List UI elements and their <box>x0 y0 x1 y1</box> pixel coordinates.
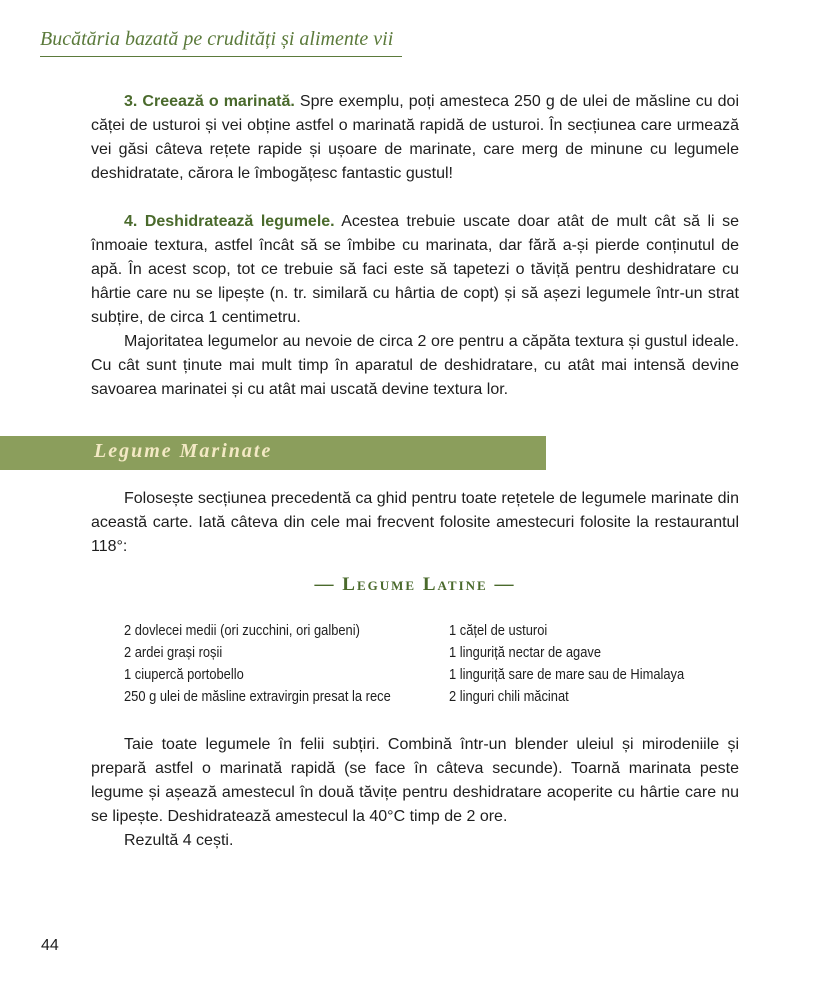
page-number: 44 <box>41 937 59 954</box>
ingredient-item: 1 ciupercă portobello <box>124 666 244 683</box>
section-banner <box>0 436 546 470</box>
recipe-title: — Legume Latine — <box>314 574 516 595</box>
ingredients-right-column <box>449 620 684 708</box>
recipe-yield <box>91 829 739 853</box>
ingredient-item: 1 linguriță nectar de agave <box>449 644 602 661</box>
section-title: Legume Marinate <box>94 440 273 462</box>
step-4-note-text: Majoritatea legumelor au nevoie de circa 2 ore pentru a căpăta textura și gustul ideale. Cu cât sunt ținute mai mult timp în aparatul de deshidratare, cu atât mai intensă devine savoarea marinatei și cu atât mai uscată devine textura lor. <box>91 333 739 398</box>
ingredient-item: 2 linguri chili măcinat <box>449 688 569 705</box>
ingredient-item: 1 linguriță sare de mare sau de Himalaya <box>449 666 685 683</box>
section-intro <box>91 487 739 559</box>
step-4-body: Acestea trebuie uscate doar atât de mult cât să li se înmoaie textura, astfel încât să se îmbibe cu marinata, dar fără a-și pierde conținutul de apă. În acest scop, tot ce trebuie să faci este să tapetezi o tăviță pentru deshidratare cu hârtie care nu se lipește (n. tr. similară cu hârtia de copt) și să așezi legumele într-un strat subțire, de circa 1 centimetru. <box>91 213 740 326</box>
step-4-paragraph <box>91 210 739 330</box>
ingredient-item: 1 cățel de usturoi <box>449 622 548 639</box>
header-rule <box>40 56 402 57</box>
step-3-title: 3. Creează o marinată. <box>124 93 295 110</box>
step-3-body: Spre exemplu, poți amesteca 250 g de ulei de măsline cu doi căței de usturoi și vei obține astfel o marinată rapidă de usturoi. În secțiunea care urmează vei găsi câteva rețete rapide și ușoare de marinate, care merg de minune cu legumele deshidratate, cărora le îmbogățesc fantastic gustul! <box>91 93 740 182</box>
recipe-yield-text: Rezultă 4 cești. <box>124 832 234 849</box>
step-3-paragraph <box>91 90 739 186</box>
ingredient-item: 250 g ulei de măsline extravirgin presat la rece <box>124 688 391 705</box>
step-4-title: 4. Deshidratează legumele. <box>124 213 335 230</box>
step-4-note <box>91 330 739 402</box>
ingredient-item: 2 ardei grași roșii <box>124 644 223 661</box>
running-header: Bucătăria bazată pe crudități și alimente vii <box>40 28 394 50</box>
ingredients-left-column <box>124 620 391 708</box>
section-intro-text: Folosește secțiunea precedentă ca ghid pentru toate rețetele de legumele marinate din această carte. Iată câteva din cele mai frecvent folosite amestecuri folosite la restaurantul 118°: <box>91 490 739 555</box>
recipe-instructions-text: Taie toate legumele în felii subțiri. Combină într-un blender uleiul și mirodeniile și prepară astfel o marinată rapidă (se face în câteva secunde). Toarnă marinata peste legume și așează amestecul în două tăvițe pentru deshidratare acoperite cu hârtie care nu se lipește. Deshidratează amestecul la 40°C timp de 2 ore. <box>91 736 739 825</box>
recipe-instructions <box>91 733 739 829</box>
ingredient-item: 2 dovlecei medii (ori zucchini, ori galbeni) <box>124 622 360 639</box>
